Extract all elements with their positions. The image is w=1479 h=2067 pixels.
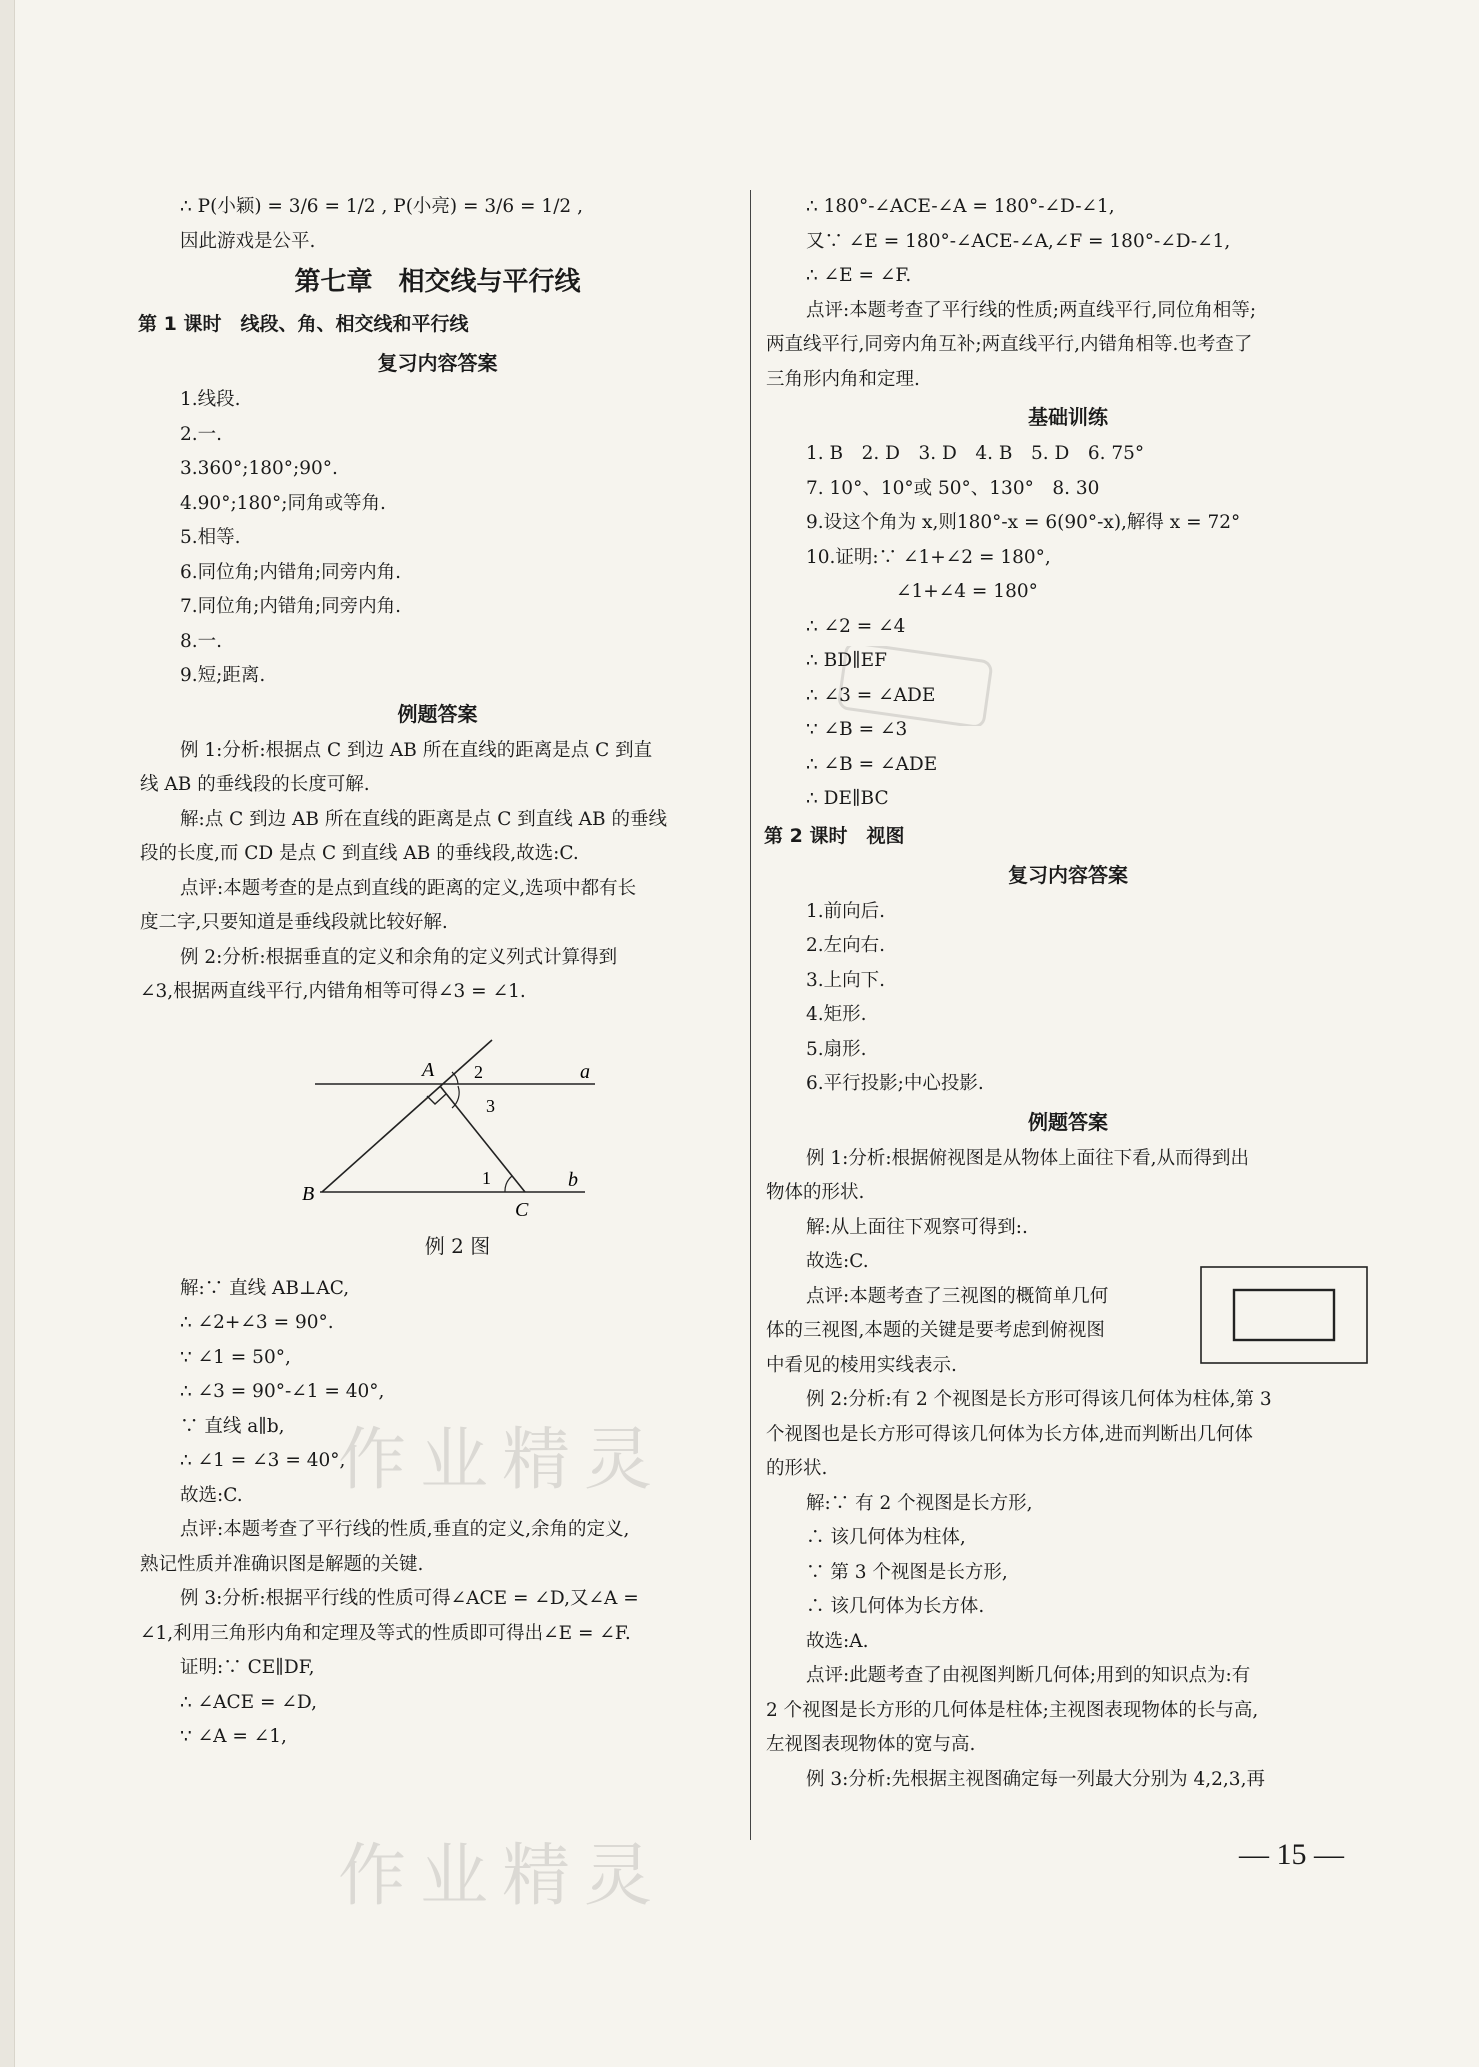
example-1-line: 解:点 C 到边 AB 所在直线的距离是点 C 到直线 AB 的垂线 bbox=[180, 808, 667, 830]
label-b: b bbox=[568, 1168, 578, 1191]
proof-line: 证明:∵ CE∥DF, bbox=[180, 1657, 315, 1678]
page-edge bbox=[0, 0, 15, 2067]
top-view-figure bbox=[1200, 1266, 1370, 1366]
solution-line: ∵ 直线 a∥b, bbox=[180, 1415, 285, 1437]
geometry-diagram bbox=[140, 1010, 735, 1230]
basic-training-heading: 基础训练 bbox=[1028, 405, 1108, 429]
example-2-line: 例 2:分析:根据垂直的定义和余角的定义列式计算得到 bbox=[180, 946, 618, 968]
proof-line: ∵ ∠A = ∠1, bbox=[180, 1726, 287, 1747]
comment-line: 左视图表现物体的宽与高. bbox=[766, 1734, 976, 1755]
comment-line: 点评:本题考查了三视图的概简单几何 bbox=[806, 1285, 1109, 1307]
review-item: 3.360°;180°;90°. bbox=[180, 458, 338, 479]
example-line: 例 2:分析:有 2 个视图是长方形可得该几何体为柱体,第 3 bbox=[806, 1389, 1272, 1410]
angle-3-arc bbox=[452, 1086, 459, 1108]
example-line: 个视图也是长方形可得该几何体为长方体,进而判断出几何体 bbox=[766, 1423, 1253, 1445]
review-heading: 复习内容答案 bbox=[377, 351, 498, 375]
review-item: 4.矩形. bbox=[806, 1004, 867, 1025]
example-line: 物体的形状. bbox=[766, 1182, 865, 1203]
review-item: 9.短;距离. bbox=[180, 665, 266, 686]
inner-rectangle bbox=[1234, 1290, 1334, 1340]
fair-game-line: 因此游戏是公平. bbox=[180, 230, 316, 252]
proof-line: ∴ ∠ACE = ∠D, bbox=[180, 1691, 317, 1713]
comment-line: 熟记性质并准确识图是解题的关键. bbox=[140, 1553, 424, 1575]
basic-item: 1. B 2. D 3. D 4. B 5. D 6. 75° bbox=[806, 443, 1145, 464]
solution-line: 故选:A. bbox=[806, 1630, 869, 1652]
example-3-line: 例 3:分析:根据平行线的性质可得∠ACE = ∠D,又∠A = bbox=[180, 1588, 639, 1609]
comment-line: 两直线平行,同旁内角互补;两直线平行,内错角相等.也考查了 bbox=[766, 334, 1253, 355]
label-1: 1 bbox=[482, 1167, 491, 1188]
outer-rectangle bbox=[1201, 1267, 1367, 1363]
proof-line: ∵ ∠B = ∠3 bbox=[806, 719, 908, 740]
solution-line: 故选:C. bbox=[180, 1484, 243, 1506]
watermark: 作业精灵 bbox=[338, 1837, 667, 1916]
proof-line: ∴ DE∥BC bbox=[806, 788, 889, 809]
review-item: 3.上向下. bbox=[806, 969, 886, 991]
solution-line: ∴ ∠3 = 90°-∠1 = 40°, bbox=[180, 1381, 385, 1402]
proof-line: ∴ ∠B = ∠ADE bbox=[806, 753, 938, 775]
label-2: 2 bbox=[474, 1061, 483, 1082]
examples-heading: 例题答案 bbox=[397, 701, 478, 726]
example-3-cont-line: 又∵ ∠E = 180°-∠ACE-∠A,∠F = 180°-∠D-∠1, bbox=[806, 230, 1231, 252]
comment-line: 中看见的棱用实线表示. bbox=[766, 1354, 957, 1376]
lesson-1-title: 第 1 课时 线段、角、相交线和平行线 bbox=[138, 313, 469, 335]
comment-line: 体的三视图,本题的关键是要考虑到俯视图 bbox=[766, 1320, 1105, 1341]
example-2-line: ∠3,根据两直线平行,内错角相等可得∠3 = ∠1. bbox=[140, 981, 526, 1002]
column-divider bbox=[750, 190, 751, 1840]
solution-line: 解:∵ 有 2 个视图是长方形, bbox=[806, 1492, 1033, 1514]
example-1-line: 度二字,只要知道是垂线段就比较好解. bbox=[140, 912, 448, 933]
review-item: 6.平行投影;中心投影. bbox=[806, 1073, 984, 1094]
solution-line: ∴ 该几何体为柱体, bbox=[806, 1527, 966, 1548]
example-line: 解:从上面往下观察可得到:. bbox=[806, 1216, 1028, 1238]
proof-line: ∴ ∠3 = ∠ADE bbox=[806, 684, 936, 706]
comment-line: 点评:本题考查了平行线的性质;两直线平行,同位角相等; bbox=[806, 299, 1257, 321]
figure-caption: 例 2 图 bbox=[424, 1233, 491, 1258]
example-line: 例 3:分析:先根据主视图确定每一列最大分别为 4,2,3,再 bbox=[806, 1768, 1265, 1790]
basic-item: 7. 10°、10°或 50°、130° 8. 30 bbox=[806, 477, 1100, 499]
solution-line: 解:∵ 直线 AB⊥AC, bbox=[180, 1277, 350, 1299]
example-line: 例 1:分析:根据俯视图是从物体上面往下看,从而得到出 bbox=[806, 1147, 1249, 1169]
example-line: 故选:C. bbox=[806, 1251, 869, 1272]
right-column bbox=[766, 190, 1370, 1797]
review-item: 7.同位角;内错角;同旁内角. bbox=[180, 596, 401, 617]
example-1-line: 例 1:分析:根据点 C 到边 AB 所在直线的距离是点 C 到直 bbox=[180, 739, 653, 761]
watermark: 作业精灵 bbox=[338, 1421, 667, 1500]
review-item: 1.线段. bbox=[180, 389, 241, 410]
example-line: 的形状. bbox=[766, 1458, 828, 1479]
example-3-line: ∠1,利用三角形内角和定理及等式的性质即可得出∠E = ∠F. bbox=[140, 1622, 631, 1644]
label-B: B bbox=[302, 1182, 315, 1205]
solution-line: ∴ ∠1 = ∠3 = 40°, bbox=[180, 1450, 346, 1471]
proof-line: ∴ ∠2 = ∠4 bbox=[806, 615, 906, 637]
review-item: 8.一. bbox=[180, 630, 223, 652]
solution-line: ∵ 第 3 个视图是长方形, bbox=[806, 1561, 1008, 1583]
comment-line: 2 个视图是长方形的几何体是柱体;主视图表现物体的长与高, bbox=[766, 1699, 1259, 1721]
label-C: C bbox=[515, 1198, 529, 1221]
lesson-2-title: 第 2 课时 视图 bbox=[764, 824, 905, 847]
example-1-line: 段的长度,而 CD 是点 C 到直线 AB 的垂线段,故选:C. bbox=[140, 843, 579, 864]
proof-line: ∠1+∠4 = 180° bbox=[896, 581, 1038, 602]
solution-line: ∵ ∠1 = 50°, bbox=[180, 1346, 291, 1368]
label-A: A bbox=[422, 1058, 435, 1081]
angle-1-arc bbox=[505, 1176, 512, 1192]
probability-line: ∴ P(小颖) = 3/6 = 1/2 , P(小亮) = 3/6 = 1/2 , bbox=[180, 196, 583, 217]
label-a: a bbox=[580, 1060, 590, 1083]
review-item: 2.一. bbox=[180, 423, 223, 445]
review-heading-2: 复习内容答案 bbox=[1008, 862, 1128, 887]
example-1-line: 线 AB 的垂线段的长度可解. bbox=[140, 774, 370, 795]
examples-heading-2: 例题答案 bbox=[1028, 1109, 1108, 1134]
comment-line: 点评:此题考查了由视图判断几何体;用到的知识点为:有 bbox=[806, 1665, 1251, 1686]
comment-line: 三角形内角和定理. bbox=[766, 368, 920, 390]
page-number: — 15 — bbox=[1239, 1838, 1344, 1871]
review-item: 2.左向右. bbox=[806, 935, 886, 956]
example-1-line: 点评:本题考查的是点到直线的距离的定义,选项中都有长 bbox=[180, 877, 637, 899]
example-3-cont-line: ∴ 180°-∠ACE-∠A = 180°-∠D-∠1, bbox=[806, 196, 1115, 217]
review-item: 6.同位角;内错角;同旁内角. bbox=[180, 561, 401, 583]
line-ab bbox=[322, 1040, 492, 1192]
example-2-figure bbox=[140, 1010, 735, 1230]
review-item: 5.扇形. bbox=[806, 1038, 867, 1060]
basic-item: 9.设这个角为 x,则180°-x = 6(90°-x),解得 x = 72° bbox=[806, 512, 1241, 533]
chapter-title: 第七章 相交线与平行线 bbox=[294, 267, 581, 297]
proof-line: ∴ BD∥EF bbox=[806, 650, 887, 671]
example-3-cont-line: ∴ ∠E = ∠F. bbox=[806, 265, 912, 286]
review-item: 1.前向后. bbox=[806, 900, 886, 922]
solution-line: ∴ 该几何体为长方体. bbox=[806, 1596, 985, 1617]
review-item: 5.相等. bbox=[180, 527, 241, 548]
review-item: 4.90°;180°;同角或等角. bbox=[180, 492, 386, 514]
solution-line: ∴ ∠2+∠3 = 90°. bbox=[180, 1312, 334, 1333]
label-3: 3 bbox=[486, 1095, 495, 1116]
basic-item: 10.证明:∵ ∠1+∠2 = 180°, bbox=[806, 546, 1051, 568]
comment-line: 点评:本题考查了平行线的性质,垂直的定义,余角的定义, bbox=[180, 1519, 630, 1540]
left-column bbox=[140, 190, 735, 1755]
